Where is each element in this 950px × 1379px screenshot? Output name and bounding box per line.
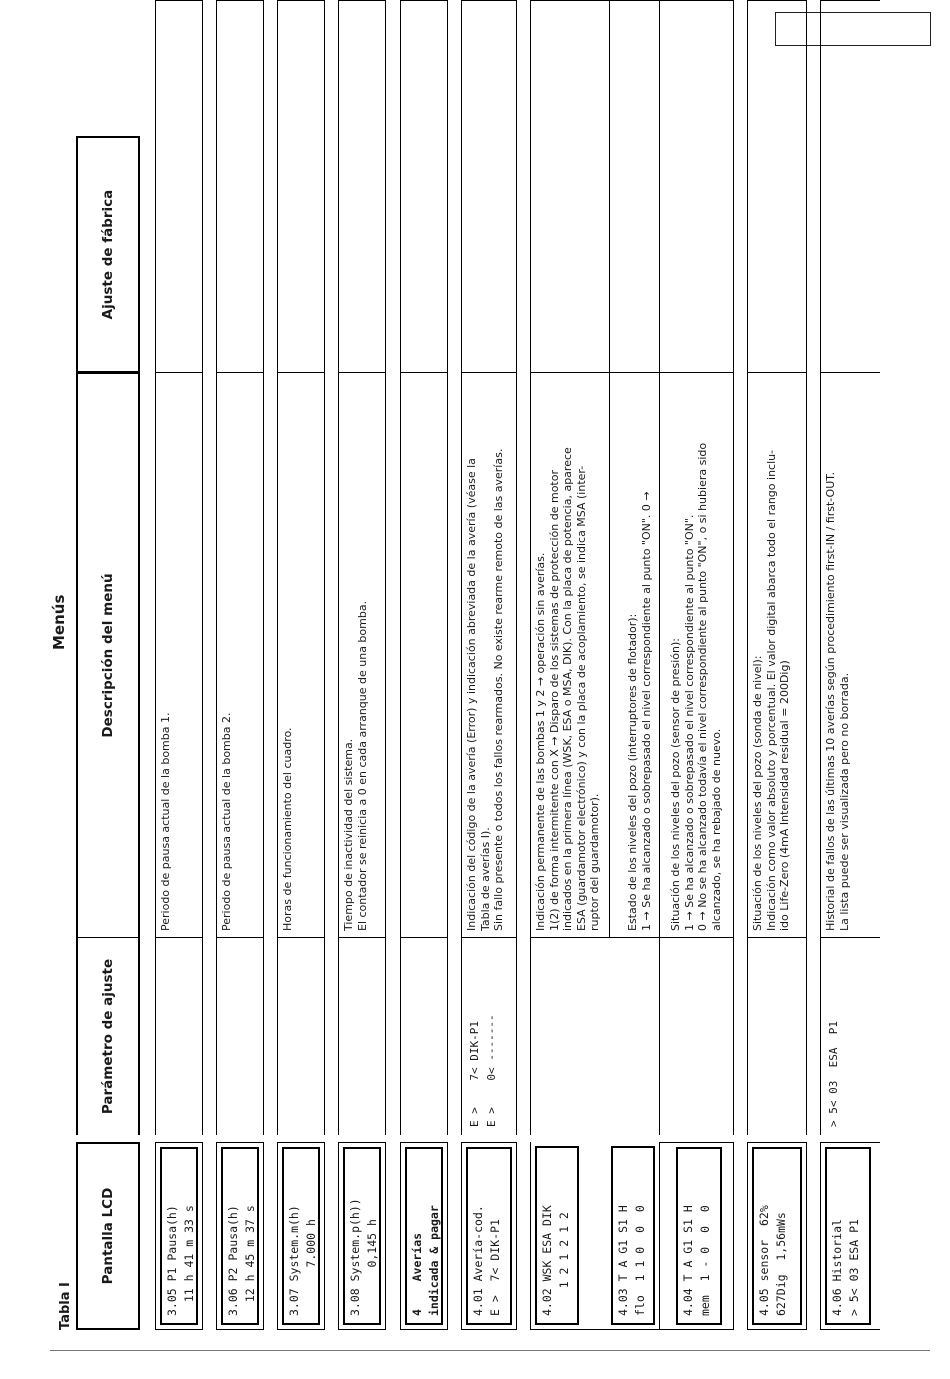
lcd-display: 4.01 Avería-cod. E > 7< DIK-P1 (466, 1147, 512, 1325)
description-cell: Historial de fallos de las últimas 10 averías según procedimiento first-IN / first-OUT. La lista puede ser visualizada pero no borrada. (820, 373, 880, 938)
page-heading: Menús (50, 594, 68, 650)
header-param: Parámetro de ajuste (76, 938, 140, 1135)
param-cell (338, 938, 386, 1135)
table-row (400, 0, 448, 1330)
table-row (530, 0, 660, 1330)
lcd-display: 4.05 sensor 62% 627Dig 1,56mWs (752, 1147, 802, 1325)
description-cell: Indicación del código de la avería (Error) y indicación abreviada de la avería (véase la Tabla de averías I). Sin fallo presente o todos los fallos rearmados. No existe rearme remoto de las averías. (461, 373, 517, 938)
bottom-rule (50, 1350, 930, 1351)
table-row (277, 0, 325, 1330)
table-row (747, 0, 807, 1330)
factory-cell (338, 0, 386, 373)
description-cell: Periodo de pausa actual de la bomba 1. (155, 373, 203, 938)
factory-cell (660, 0, 734, 373)
param-cell: E > 7< DIK-P1 E > 0< ------- (461, 938, 517, 1135)
header-factory-setting: Ajuste de fábrica (76, 136, 140, 373)
table-row (820, 0, 880, 1330)
description-cell: Periodo de pausa actual de la bomba 2. (216, 373, 264, 938)
factory-cell (820, 0, 880, 373)
factory-cell (747, 0, 807, 373)
param-cell (660, 938, 734, 1135)
factory-cell (461, 0, 517, 373)
header-description: Descripción del menú (76, 373, 140, 938)
param-cell (155, 938, 203, 1135)
lcd-display: 4 Averías indicada & pagar (405, 1147, 443, 1325)
description-cell: Tiempo de inactividad del sistema. El contador se reinicia a 0 en cada arranque de una bomba. (338, 373, 386, 938)
factory-cell (216, 0, 264, 373)
table-label: Tabla I (58, 1282, 73, 1330)
factory-cell (155, 0, 203, 373)
table-row (155, 0, 203, 1330)
description-cell: Horas de funcionamiento del cuadro. (277, 373, 325, 938)
description-cell: Situación de los niveles del pozo (sonda de nivel): Indicación como valor absoluto y porcentual. El valor digital abarca todo el rango inclu- ido Life-Zero (4mA Intensidad residual = 200Dig) (747, 373, 807, 938)
factory-cell (277, 0, 325, 373)
table-row (461, 0, 517, 1330)
description-cell (400, 373, 448, 938)
description-cell: Situación de los niveles del pozo (sensor de presión): 1 → Se ha alcanzado o sobrepasado el nivel correspondiente al punto "ON". 0 → No se ha alcanzado todavía el nivel correspondiente al punto "ON", o si hubiera sido alcanzado, se ha rebajado de nuevo. (660, 373, 734, 938)
table-row (338, 0, 386, 1330)
lcd-display: 3.06 P2 Pausa(h) 12 h 45 m 37 s (221, 1147, 259, 1325)
lcd-display: 3.07 System.m(h) 7.000 h (282, 1147, 320, 1325)
lcd-display: 4.03 T A G1 S1 H flo 1 1 0 0 0 (611, 1146, 655, 1325)
rotated-table-page (50, 0, 940, 1330)
table-row (216, 0, 264, 1330)
lcd-display: 3.08 System.p(h)) 0,145 h (343, 1147, 381, 1325)
factory-cell (530, 0, 660, 373)
description-cell: Indicación permanente de las bombas 1 y 2 → operación sin averías. 1(2) de forma intermitente con X → Disparo de los sistemas de protección de motor indicados en la primera línea (WSK, ESA o MSA, DIK). Con la placa de potencia, aparece ESA (guardamotor electrónico) y con la placa de acoplamiento, se indica MSA (inter- ruptor del guardamotor). Estado de los niveles del pozo (interruptores de flotador): 1 → Se ha alcanzado o sobrepasado el nivel correspondiente al punto "ON". 0 → (530, 373, 660, 938)
lcd-display: 3.05 P1 Pausa(h) 11 h 41 m 33 s (160, 1147, 198, 1325)
param-cell (400, 938, 448, 1135)
param-cell: > 5< 03 ESA P1 (820, 938, 880, 1135)
factory-cell (400, 0, 448, 373)
lcd-display: 4.02 WSK ESA DIK 1 2 1 2 1 2 (535, 1146, 579, 1325)
lcd-display: 4.06 Historial > 5< 03 ESA P1 (825, 1147, 871, 1325)
lcd-display: 4.04 T A G1 S1 H mem 1 - 0 0 0 (676, 1147, 722, 1325)
param-cell (530, 938, 660, 1135)
header-lcd: Pantalla LCD (76, 1142, 140, 1330)
table-row (660, 0, 734, 1330)
param-cell (277, 938, 325, 1135)
param-cell (216, 938, 264, 1135)
param-cell (747, 938, 807, 1135)
